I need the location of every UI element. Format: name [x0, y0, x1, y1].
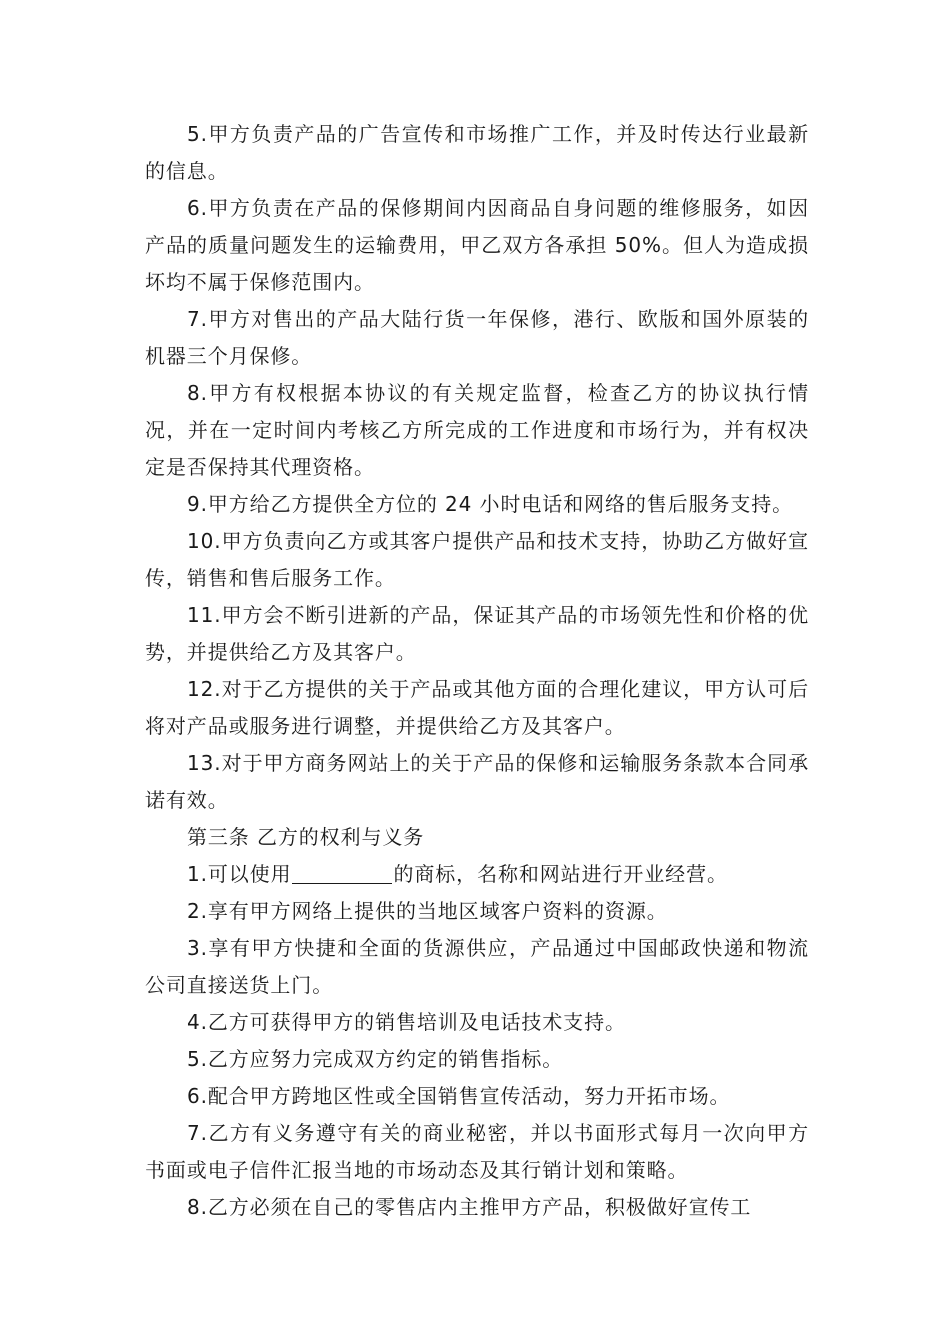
clause-b-7: 7.乙方有义务遵守有关的商业秘密，并以书面形式每月一次向甲方书面或电子信件汇报当地的市场动态及其行销计划和策略。	[145, 1121, 809, 1182]
clause-a-9: 9.甲方给乙方提供全方位的 24 小时电话和网络的售后服务支持。	[187, 492, 794, 516]
clause-b-8: 8.乙方必须在自己的零售店内主推甲方产品，积极做好宣传工	[187, 1195, 752, 1219]
clause-a-10: 10.甲方负责向乙方或其客户提供产品和技术支持，协助乙方做好宣传，销售和售后服务工作。	[145, 529, 809, 590]
clause-b-5: 5.乙方应努力完成双方约定的销售指标。	[187, 1047, 564, 1071]
clause-a-13: 13.对于甲方商务网站上的关于产品的保修和运输服务条款本合同承诺有效。	[145, 751, 809, 812]
clause-b-2: 2.享有甲方网络上提供的当地区域客户资料的资源。	[187, 899, 668, 923]
clause-b-6: 6.配合甲方跨地区性或全国销售宣传活动，努力开拓市场。	[187, 1084, 731, 1108]
document-body	[145, 116, 809, 1226]
clause-a-8: 8.甲方有权根据本协议的有关规定监督，检查乙方的协议执行情况，并在一定时间内考核乙方所完成的工作进度和市场行为，并有权决定是否保持其代理资格。	[145, 381, 809, 479]
clause-b-1-suffix: 的商标，名称和网站进行开业经营。	[393, 862, 728, 886]
clause-a-11: 11.甲方会不断引进新的产品，保证其产品的市场领先性和价格的优势，并提供给乙方及其客户。	[145, 603, 809, 664]
clause-b-4: 4.乙方可获得甲方的销售培训及电话技术支持。	[187, 1010, 626, 1034]
clause-a-12: 12.对于乙方提供的关于产品或其他方面的合理化建议，甲方认可后将对产品或服务进行调整，并提供给乙方及其客户。	[145, 677, 809, 738]
clause-a-6: 6.甲方负责在产品的保修期间内因商品自身问题的维修服务，如因产品的质量问题发生的运输费用，甲乙双方各承担 50%。但人为造成损坏均不属于保修范围内。	[145, 196, 809, 294]
clause-b-1-prefix: 1.可以使用	[187, 862, 292, 886]
section-heading: 第三条 乙方的权利与义务	[187, 825, 425, 849]
clause-a-7: 7.甲方对售出的产品大陆行货一年保修，港行、欧版和国外原装的机器三个月保修。	[145, 307, 809, 368]
clause-b-1	[145, 856, 809, 893]
clause-b-3: 3.享有甲方快捷和全面的货源供应，产品通过中国邮政快递和物流公司直接送货上门。	[145, 936, 809, 997]
fill-in-blank	[292, 861, 392, 884]
clause-a-5: 5.甲方负责产品的广告宣传和市场推广工作，并及时传达行业最新的信息。	[145, 122, 809, 183]
